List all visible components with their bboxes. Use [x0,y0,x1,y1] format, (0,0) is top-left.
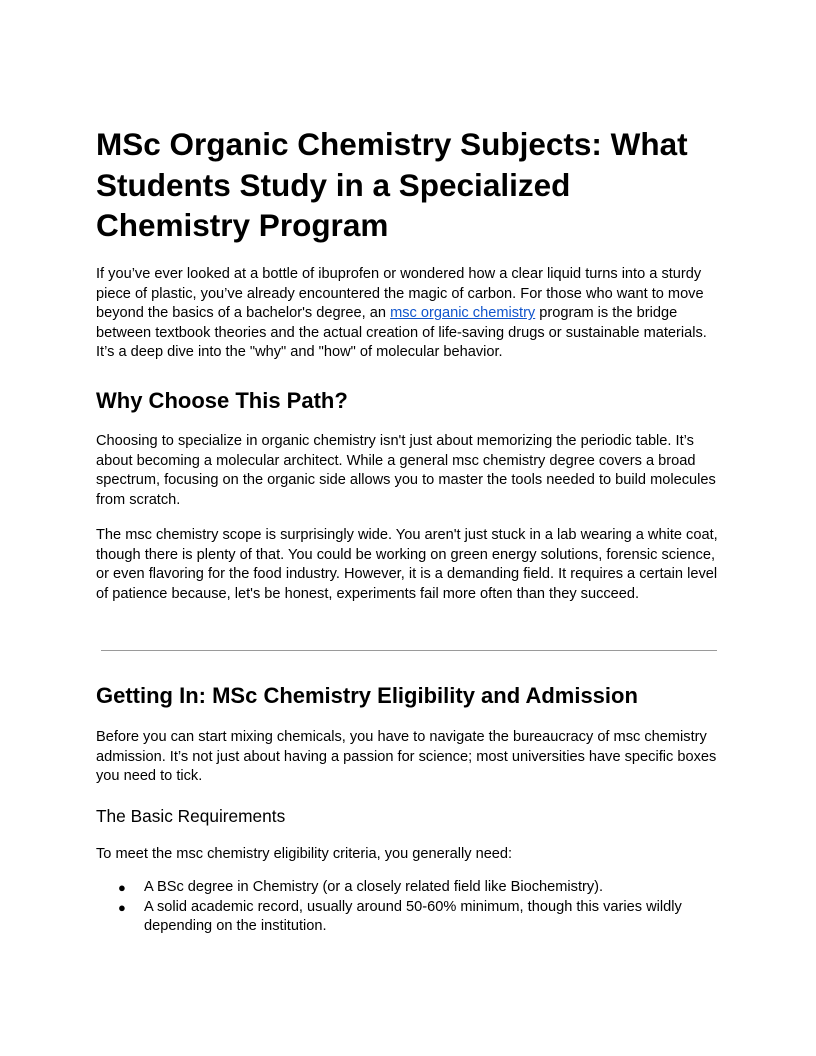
msc-organic-chemistry-link[interactable]: msc organic chemistry [390,305,536,322]
bullet-icon: ● [118,899,126,915]
horizontal-divider [101,650,717,651]
intro-text-after: program is the bridge between textbook theories and the actual creation of life-saving drugs or sustainable materials. It’s a deep dive into the "why" and "how" of molecular behavior. [96,305,707,361]
list-item [96,878,722,898]
requirements-subheading: The Basic Requirements [96,806,286,826]
bullet-icon: ● [118,880,126,895]
list-item-text: A solid academic record, usually around 50-60% minimum, though this varies wildly depending on the institution. [144,898,682,935]
intro-paragraph [96,265,722,363]
list-item [96,898,722,937]
list-item-text: A BSc degree in Chemistry (or a closely related field like Biochemistry). [144,879,604,895]
admission-heading: Getting In: MSc Chemistry Eligibility and Admission [96,683,638,708]
admission-paragraph-2: To meet the msc chemistry eligibility criteria, you generally need: [96,846,513,862]
why-paragraph-2: The msc chemistry scope is surprisingly wide. You aren't just stuck in a lab wearing a white coat, though there is plenty of that. You could be working on green energy solutions, forensic science, or even flavoring for the food industry. However, it is a demanding field. It requires a certain level of patience because, let's be honest, experiments fail more often than they succeed. [96,527,718,602]
intro-text-before: If you’ve ever looked at a bottle of ibuprofen or wondered how a clear liquid turns into a sturdy piece of plastic, you’ve already encountered the magic of carbon. For those who want to move beyond the basics of a bachelor's degree, an [96,266,704,322]
page-title: MSc Organic Chemistry Subjects: What Students Study in a Specialized Chemistry Program [96,126,688,243]
why-paragraph-1: Choosing to specialize in organic chemistry isn't just about memorizing the periodic table. It’s about becoming a molecular architect. While a general msc chemistry degree covers a broad spectrum, focusing on the organic side allows you to master the tools needed to build molecules from scratch. [96,433,716,508]
admission-paragraph-1: Before you can start mixing chemicals, you have to navigate the bureaucracy of msc chemistry admission. It’s not just about having a passion for science; most universities have specific boxes you need to tick. [96,729,717,785]
requirements-list [96,878,722,937]
why-heading: Why Choose This Path? [96,388,348,413]
